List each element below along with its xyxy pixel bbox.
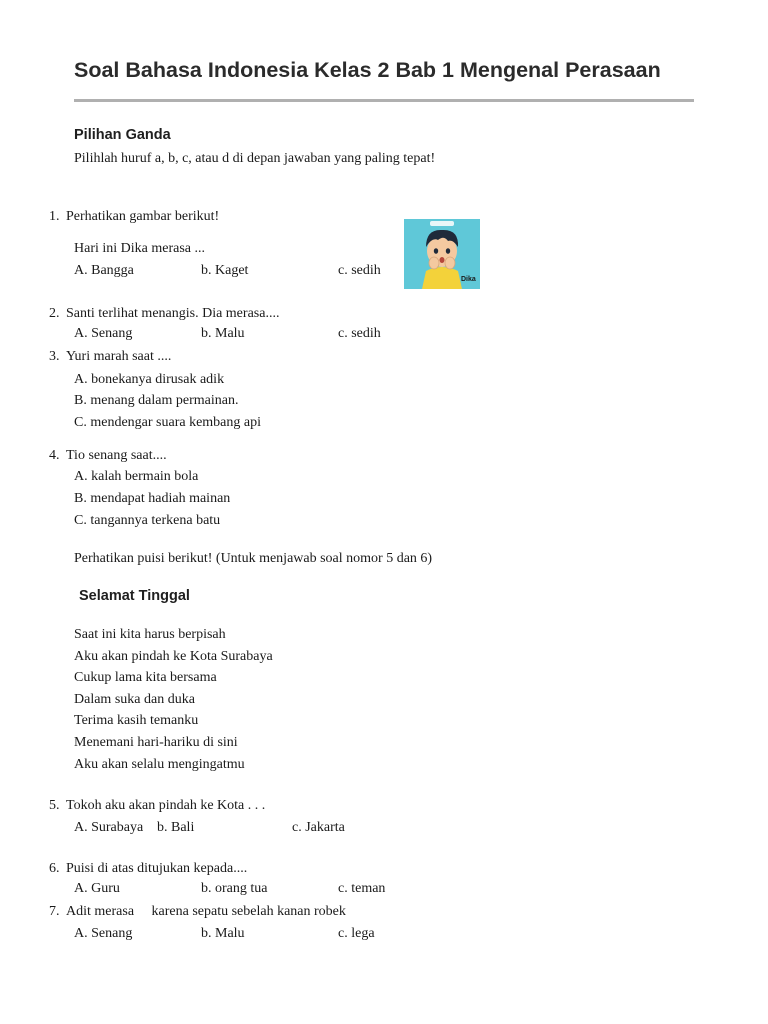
- question-number: 1.: [49, 209, 60, 224]
- poem-line: Terima kasih temanku: [74, 713, 199, 728]
- question-text: Yuri marah saat ....: [66, 349, 172, 364]
- question-text: Tokoh aku akan pindah ke Kota . . .: [66, 798, 266, 813]
- picture-caption: Dika: [461, 276, 476, 283]
- poem-line: Saat ini kita harus berpisah: [74, 627, 226, 642]
- poem-line: Menemani hari-hariku di sini: [74, 735, 238, 750]
- question-number: 5.: [49, 798, 60, 813]
- question-number: 6.: [49, 861, 60, 876]
- option-b: B. menang dalam permainan.: [74, 393, 239, 408]
- option-b: b. Kaget: [201, 263, 249, 278]
- poem-line: Aku akan selalu mengingatmu: [74, 757, 245, 772]
- question-text: Tio senang saat....: [66, 448, 167, 463]
- option-a: A. Senang: [74, 326, 133, 341]
- question-text: Santi terlihat menangis. Dia merasa....: [66, 306, 280, 321]
- option-a: A. Surabaya: [74, 820, 144, 835]
- option-b: b. Bali: [157, 820, 195, 835]
- option-b: b. orang tua: [201, 881, 268, 896]
- instruction-text: Pilihlah huruf a, b, c, atau d di depan jawaban yang paling tepat!: [74, 151, 436, 166]
- dika-picture: [404, 219, 480, 289]
- poem-title: Selamat Tinggal: [79, 588, 190, 604]
- section-heading: Pilihan Ganda: [74, 127, 171, 143]
- question-text: Puisi di atas ditujukan kepada....: [66, 861, 248, 876]
- question-number: 7.: [49, 904, 60, 919]
- option-b: b. Malu: [201, 926, 245, 941]
- option-c: c. Jakarta: [292, 820, 345, 835]
- option-c: C. tangannya terkena batu: [74, 513, 221, 528]
- option-a: A. Bangga: [74, 263, 134, 278]
- option-b: b. Malu: [201, 326, 245, 341]
- page-title: Soal Bahasa Indonesia Kelas 2 Bab 1 Mengenal Perasaan: [74, 58, 661, 82]
- poem-line: Dalam suka dan duka: [74, 692, 195, 707]
- poem-note: Perhatikan puisi berikut! (Untuk menjawab soal nomor 5 dan 6): [74, 551, 433, 566]
- option-c: C. mendengar suara kembang api: [74, 415, 261, 430]
- question-text: Hari ini Dika merasa ...: [74, 241, 206, 256]
- poem-line: Aku akan pindah ke Kota Surabaya: [74, 649, 273, 664]
- option-c: c. lega: [338, 926, 375, 941]
- poem-line: Cukup lama kita bersama: [74, 670, 217, 685]
- question-number: 2.: [49, 306, 60, 321]
- question-prompt: Perhatikan gambar berikut!: [66, 209, 220, 224]
- question-text: Adit merasa karena sepatu sebelah kanan robek: [66, 904, 346, 919]
- option-c: c. teman: [338, 881, 386, 896]
- option-a: A. Guru: [74, 881, 120, 896]
- option-c: c. sedih: [338, 326, 381, 341]
- question-number: 3.: [49, 349, 60, 364]
- option-b: B. mendapat hadiah mainan: [74, 491, 231, 506]
- question-number: 4.: [49, 448, 60, 463]
- title-divider: [74, 99, 694, 102]
- option-c: c. sedih: [338, 263, 381, 278]
- option-a: A. kalah bermain bola: [74, 469, 199, 484]
- option-a: A. bonekanya dirusak adik: [74, 372, 225, 387]
- option-a: A. Senang: [74, 926, 133, 941]
